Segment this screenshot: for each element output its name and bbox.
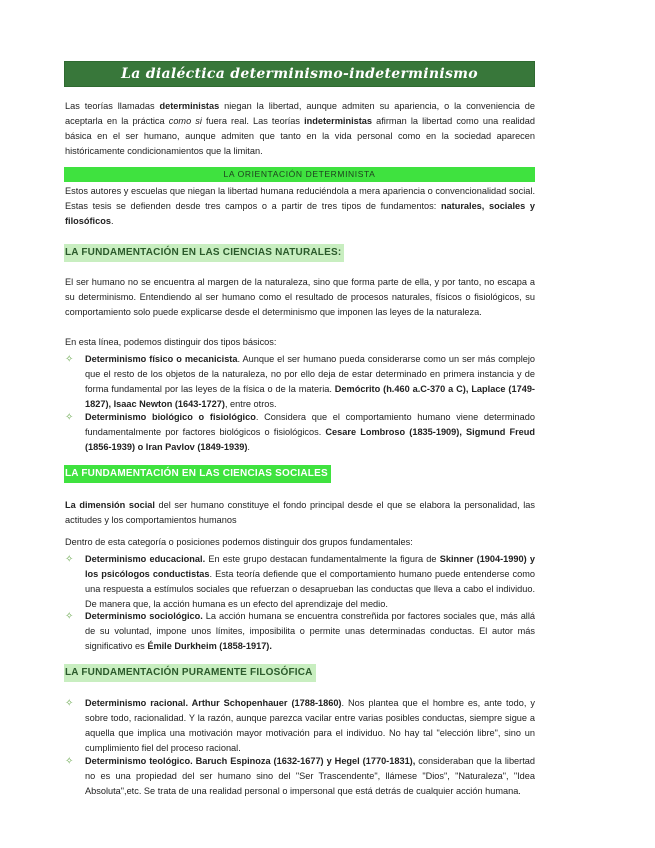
social-paragraph — [65, 498, 535, 528]
list-item-physical-determinism — [65, 352, 535, 412]
orientation-text: Estos autores y escuelas que niegan la libertad humana reduciéndola a mera apariencia o convencionalidad social. Estas tesis se defienden desde tres campos o a partir de tres tipos de fundamentos: — [65, 186, 535, 211]
item-end: , entre otros. — [224, 399, 277, 409]
intro-term-deterministas: deterministas — [159, 101, 220, 111]
item-text: En este grupo destacan fundamentalmente la figura de — [205, 554, 440, 564]
list-item-biological-determinism — [65, 410, 535, 455]
item-text: . Nos plantea que el hombre es, ante todo, y sobre todo, racionalidad. Y la razón, aunque parezca vacilar entre varias posibles conductas, siempre sigue a aquella que implica una motivación mayor motivación para el individuo. No hay tal "elección libre", sino un cumplimiento fiel del proceso racional. — [85, 698, 535, 753]
bullet-icon: ✧ — [65, 554, 74, 565]
natural-paragraph: El ser humano no se encuentra al margen de la naturaleza, sino que forma parte de ella, y por tanto, no escapa a su determinismo. Entendiendo al ser humano como el resultado de procesos naturales, físicos o fisiológicos, su comportamiento solo puede explicarse desde el determinismo que imponen las leyes de la naturaleza. — [65, 277, 535, 317]
list-item-theological-determinism — [65, 754, 535, 799]
item-text: . Aunque el ser humano pueda considerarse como un ser más complejo que el resto de los objetos de la naturaleza, no por ello deja de estar determinado en primera instancia y de forma fundamental por las leyes de la física o de la materia. — [85, 354, 535, 394]
orientation-paragraph — [65, 184, 535, 229]
intro-paragraph — [65, 99, 535, 159]
item-term: Determinismo físico o mecanicista — [85, 354, 238, 364]
natural-heading: LA FUNDAMENTACIÓN EN LAS CIENCIAS NATURALES: — [64, 244, 344, 262]
item-authors: Émile Durkheim (1858-1917). — [147, 641, 272, 651]
item-end: . — [247, 442, 250, 452]
item-text: consideraban que la libertad no es una propiedad del ser humano sino del "Ser Trascendente", llámese "Dios", "Naturaleza", "Idea Absoluta",etc. Se trata de una realidad personal o impersonal que está detrás de cualquier acción humana. — [85, 756, 535, 796]
intro-text-4: afirman la libertad como una realidad básica en el ser humano, aunque admiten que tanto en la vida personal como en la sociedad aparecen históricamente condicionamientos que la limitan. — [65, 116, 535, 156]
intro-italic: como si — [168, 116, 202, 126]
item-authors: Cesare Lombroso (1835-1909), Sigmund Freud (1856-1939) o Iran Pavlov (1849-1939) — [85, 427, 536, 452]
orientation-end: . — [110, 216, 114, 226]
orientation-bold: naturales, sociales y filosóficos — [65, 201, 535, 226]
philosophical-heading: LA FUNDAMENTACIÓN PURAMENTE FILOSÓFICA — [64, 664, 316, 682]
list-item-rational-determinism — [65, 696, 535, 756]
intro-text-3: fuera real. Las teorías — [201, 116, 305, 126]
item-text: La acción humana se encuentra constreñida por factores sociales que, más allá de su voluntad, impone unos límites, imposibilita o permite unas determinadas conductas. El autor más significativo es — [85, 611, 535, 651]
orientation-heading: LA ORIENTACIÓN DETERMINISTA — [64, 167, 535, 182]
social-intro: Dentro de esta categoría o posiciones podemos distinguir dos grupos fundamentales: — [65, 537, 413, 547]
bullet-icon: ✧ — [65, 698, 74, 709]
intro-term-indeterministas: indeterministas — [304, 116, 373, 126]
title-banner — [64, 61, 535, 87]
social-heading: LA FUNDAMENTACIÓN EN LAS CIENCIAS SOCIALES — [64, 465, 331, 483]
bullet-icon: ✧ — [65, 354, 74, 365]
intro-text-1: Las teorías llamadas — [65, 101, 160, 111]
bullet-icon: ✧ — [65, 756, 74, 767]
item-text: . Considera que el comportamiento humano viene determinado fundamentalmente por factores biológicos o fisiológicos. — [85, 412, 535, 437]
page-title: La dialéctica determinismo-indeterminismo — [121, 66, 478, 82]
bullet-icon: ✧ — [65, 412, 74, 423]
item-authors: Skinner (1904-1990) y los psicólogos conductistas — [85, 554, 535, 579]
item-term: Determinismo educacional. — [85, 554, 206, 564]
social-lead-bold: La dimensión social — [65, 500, 155, 510]
list-item-educational-determinism — [65, 552, 535, 612]
item-authors: Demócrito (h.460 a.C-370 a C), Laplace (1749-1827), Isaac Newton (1643-1727) — [85, 384, 535, 409]
bullet-icon: ✧ — [65, 611, 74, 622]
item-term: Determinismo biológico o fisiológico — [85, 412, 256, 422]
item-term: Determinismo sociológico. — [85, 611, 203, 621]
social-lead-text: del ser humano constituye el fondo principal desde el que se elabora la personalidad, las actitudes y los comportamientos humanos — [65, 500, 535, 525]
item-term: Determinismo teológico. Baruch Espinoza (1632-1677) y Hegel (1770-1831), — [85, 756, 416, 766]
item-term: Determinismo racional. Arthur Schopenhauer (1788-1860) — [85, 698, 342, 708]
natural-intro: En esta línea, podemos distinguir dos tipos básicos: — [65, 337, 277, 347]
item-end: . Esta teoría defiende que el comportamiento humano puede entenderse como una respuesta a estímulos sociales que refuerzan o desaprueban las conductas que lleva a cabo el individuo. De manera que, la acción humana es un efecto del aprendizaje del medio. — [85, 569, 535, 609]
list-item-sociological-determinism — [65, 609, 535, 654]
intro-text-2: niegan la libertad, aunque admiten su apariencia, o la conveniencia de aceptarla en la práctica — [65, 101, 536, 126]
